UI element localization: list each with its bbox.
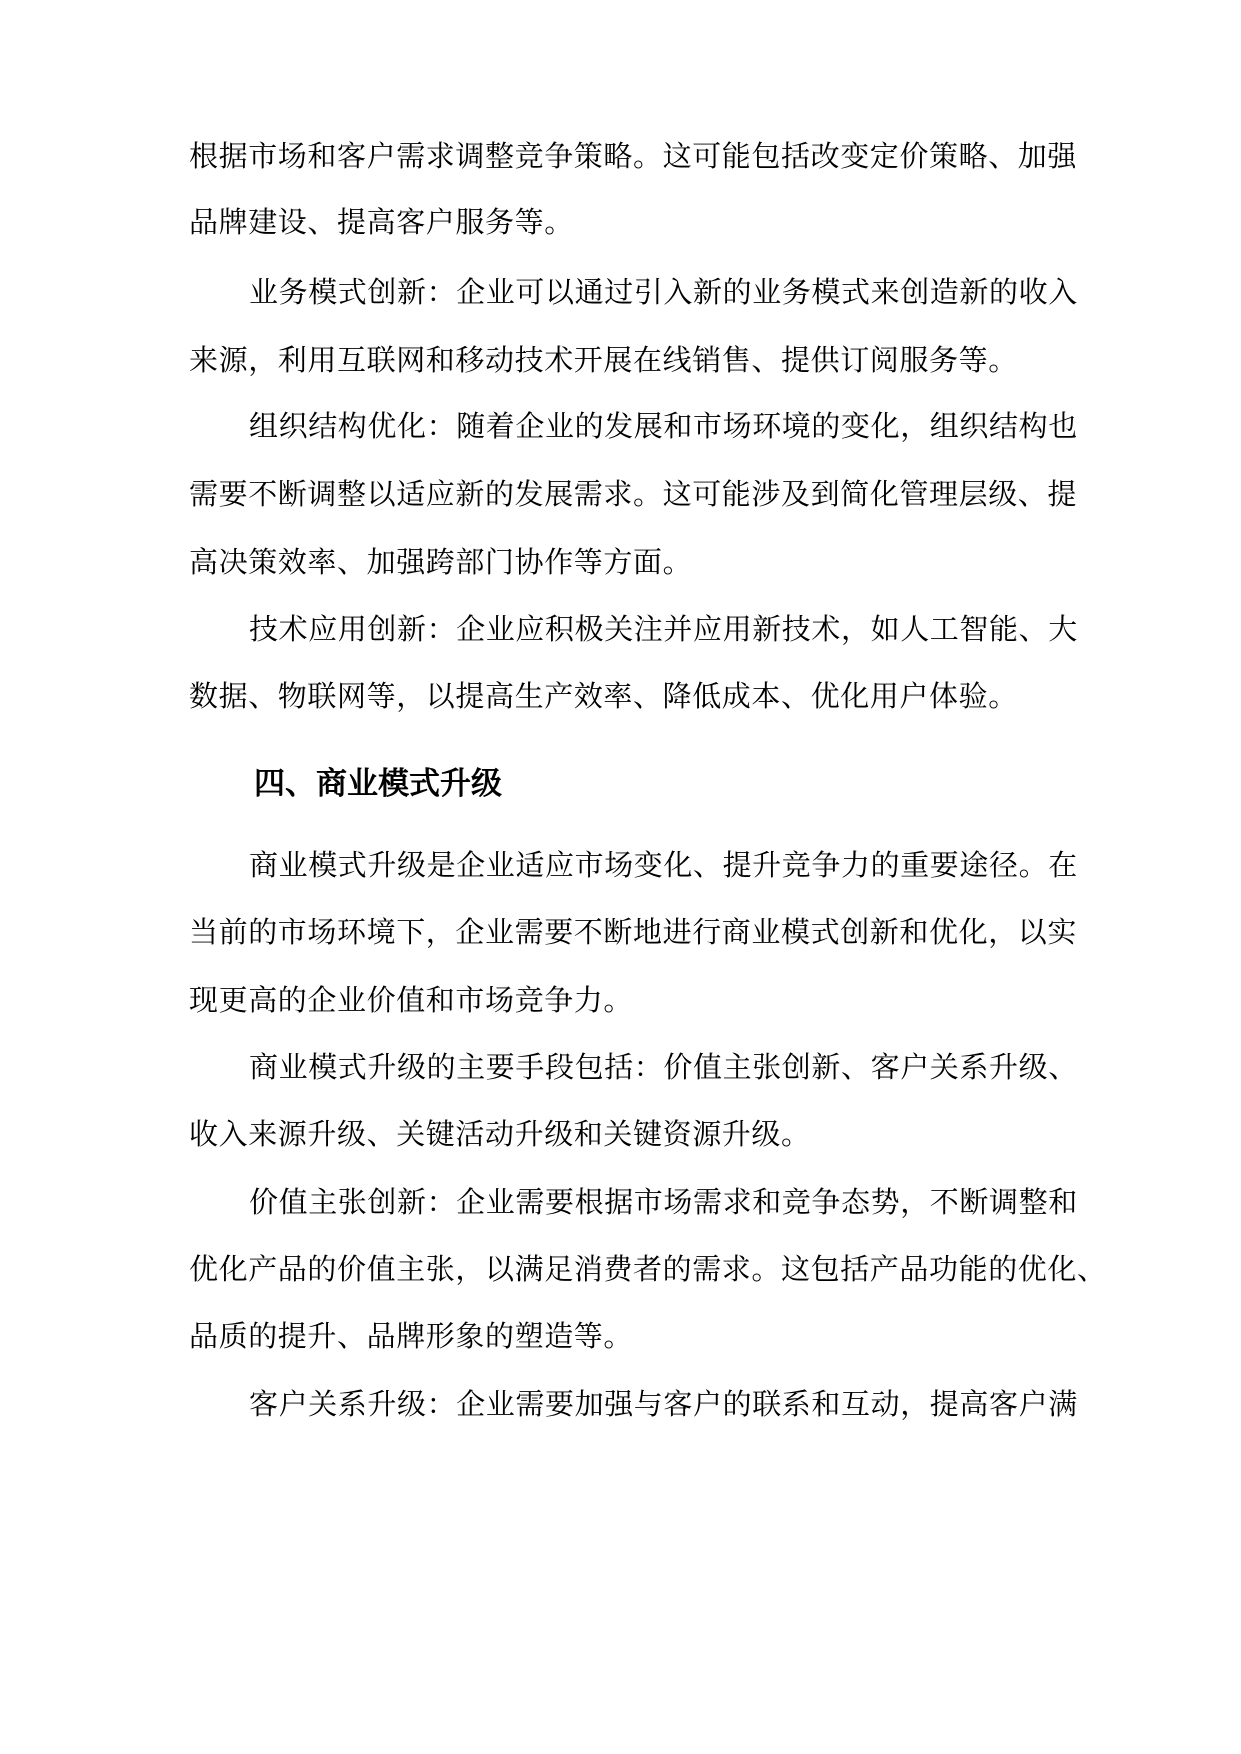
paragraph-line: 商业模式升级是企业适应市场变化、提升竞争力的重要途径。在	[249, 848, 1078, 882]
paragraph-line: 品牌建设、提高客户服务等。	[189, 205, 574, 239]
paragraph-line: 技术应用创新：企业应积极关注并应用新技术，如人工智能、大	[249, 612, 1078, 646]
paragraph-line: 来源，利用互联网和移动技术开展在线销售、提供订阅服务等。	[189, 343, 1018, 377]
paragraph-line: 需要不断调整以适应新的发展需求。这可能涉及到简化管理层级、提	[189, 477, 1078, 511]
paragraph-line: 组织结构优化：随着企业的发展和市场环境的变化，组织结构也	[249, 409, 1078, 443]
paragraph-line: 现更高的企业价值和市场竞争力。	[189, 983, 634, 1017]
paragraph-line: 高决策效率、加强跨部门协作等方面。	[189, 545, 693, 579]
paragraph-line: 数据、物联网等，以提高生产效率、降低成本、优化用户体验。	[189, 679, 1018, 713]
paragraph-line: 业务模式创新：企业可以通过引入新的业务模式来创造新的收入	[249, 275, 1078, 309]
paragraph-line: 收入来源升级、关键活动升级和关键资源升级。	[189, 1117, 811, 1151]
paragraph-line: 客户关系升级：企业需要加强与客户的联系和互动，提高客户满	[249, 1387, 1078, 1421]
paragraph-line: 商业模式升级的主要手段包括：价值主张创新、客户关系升级、	[249, 1050, 1078, 1084]
paragraph-line: 根据市场和客户需求调整竞争策略。这可能包括改变定价策略、加强	[189, 139, 1078, 173]
paragraph-line: 品质的提升、品牌形象的塑造等。	[189, 1319, 634, 1353]
paragraph-line: 优化产品的价值主张，以满足消费者的需求。这包括产品功能的优化、	[189, 1252, 1107, 1286]
paragraph-line: 价值主张创新：企业需要根据市场需求和竞争态势，不断调整和	[249, 1185, 1078, 1219]
section-heading: 四、商业模式升级	[254, 766, 502, 802]
paragraph-line: 当前的市场环境下，企业需要不断地进行商业模式创新和优化，以实	[189, 915, 1078, 949]
